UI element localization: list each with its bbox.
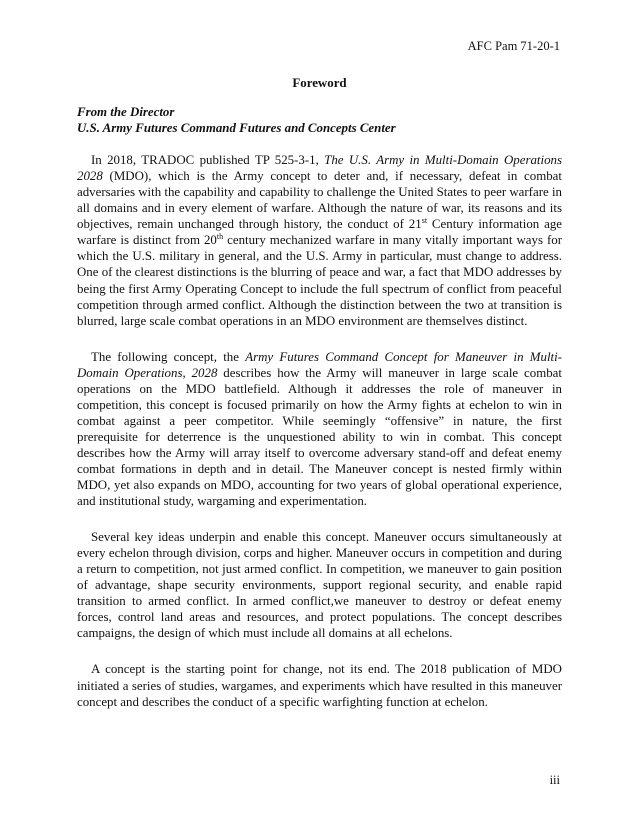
paragraph-3: Several key ideas underpin and enable this concept. Maneuver occurs simultaneously at every echelon through division, corps and higher. Maneuver occurs in competition and during a return to competition, not just armed conflict. In competition, we maneuver to gain position of advantage, shape security environments, support regional security, and enable rapid transition to armed conflict. In armed conflict,we maneuver to destroy or defeat enemy forces, control land areas and resources, and protect populations. The concept describes campaigns, the design of which must include all domains at all echelons.	[77, 530, 562, 641]
p1-superscript-th: th	[216, 232, 224, 242]
from-line-2: U.S. Army Futures Command Futures and Concepts Center	[77, 121, 396, 136]
spacer	[77, 509, 562, 529]
spacer	[77, 641, 562, 661]
paragraph-2	[77, 349, 562, 509]
paragraph-4: A concept is the starting point for change, not its end. The 2018 publication of MDO initiated a series of studies, wargames, and experiments which have resulted in this maneuver concept and describes the conduct of a specific warfighting function at echelon.	[77, 662, 562, 709]
p2-text-1: The following concept, the	[91, 349, 246, 364]
paragraph-1	[77, 152, 562, 329]
document-id-header: AFC Pam 71-20-1	[467, 39, 560, 53]
spacer	[77, 136, 562, 152]
p1-text-4: century mechanized warfare in many vitally important ways for which the U.S. military in general, and the U.S. Army in particular, must change to address. One of the clearest distinctions is the blurring of peace and war, a fact that MDO addresses by being the first Army Operating Concept to include the full spectrum of conflict from peaceful competition through armed conflict. Although the distinction between the two at transition is blurred, large scale combat operations in an MDO environment are themselves distinct.	[77, 233, 562, 328]
p1-text-2: (MDO), which is the Army concept to deter and, if necessary, defeat in combat adversaries with the capability and capability to challenge the United States to peer warfare in all domains and in every element of warfare. Although the nature of war, its reasons and its objectives, remain unchanged through history, the conduct of 21	[77, 169, 562, 232]
p1-text-3: Century information age warfare is distinct from 20	[77, 217, 562, 248]
from-line-1: From the Director	[77, 105, 175, 120]
p1-superscript-st: st	[421, 216, 428, 226]
p1-publication-title: The U.S. Army in Multi-Domain Operations 2028	[77, 153, 562, 184]
spacer	[77, 329, 562, 349]
page-number: iii	[549, 773, 560, 787]
p1-text-1: In 2018, TRADOC published TP 525-3-1,	[91, 153, 325, 168]
p2-text-2: describes how the Army will maneuver in large scale combat operations on the MDO battlefield. Although it addresses the role of maneuver in competition, this concept is focused primarily on how the Army fights at echelon to win in combat against a peer competitor. While seemingly “offensive” in nature, the first prerequisite for deterrence is the unquestioned ability to win in combat. This concept describes how the Army will array itself to overcome adversary stand-off and defeat enemy combat formations in depth and in detail. The Maneuver concept is nested firmly within MDO, yet also expands on MDO, accounting for two years of global operational experience, and institutional study, wargaming and experimentation.	[77, 365, 562, 509]
foreword-content	[77, 75, 562, 710]
page-title: Foreword	[292, 76, 347, 90]
from-block	[77, 104, 562, 136]
p2-concept-title: Army Futures Command Concept for Maneuver in Multi-Domain Operations, 2028	[77, 349, 562, 380]
